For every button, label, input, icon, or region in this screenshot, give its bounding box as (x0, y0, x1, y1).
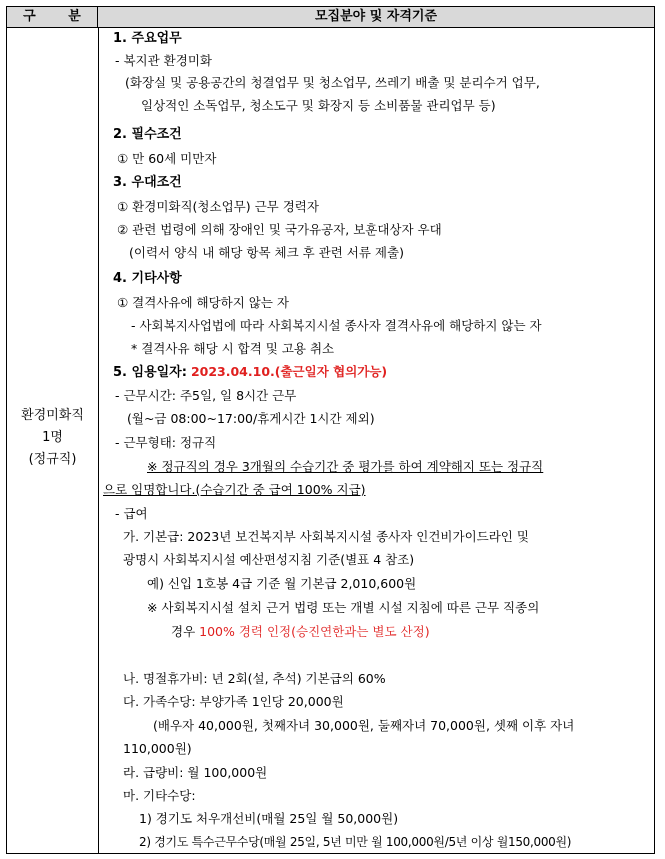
duties-detail-2: 일상적인 소독업무, 청소도구 및 화장지 등 소비품물 관리업무 등) (141, 98, 496, 113)
header-criteria: 모집분야 및 자격기준 (98, 7, 654, 28)
appointment-line (113, 363, 387, 382)
duties-item: - 복지관 환경미화 (115, 53, 212, 68)
other-sub-2: * 결격사유 해당 시 합격 및 고용 취소 (131, 341, 335, 356)
pay-career-2 (171, 623, 430, 641)
pay-family-1: 다. 가족수당: 부양가족 1인당 20,000원 (123, 694, 344, 709)
preferred-item-2: ② 관련 법령에 의해 장애인 및 국가유공자, 보훈대상자 우대 (117, 222, 442, 237)
other-item-1: ① 결격사유에 해당하지 않는 자 (117, 295, 290, 310)
preferred-note: (이력서 양식 내 해당 항목 체크 후 관련 서류 제출) (129, 245, 404, 260)
pay-other-1: 1) 경기도 처우개선비(매월 25일 월 50,000원) (139, 811, 399, 826)
section-other-heading: 4. 기타사항 (113, 271, 182, 286)
pay-meal: 라. 급량비: 월 100,000원 (123, 765, 268, 780)
required-item-1: ① 만 60세 미만자 (117, 151, 217, 166)
position-cell (7, 405, 98, 471)
pay-family-2: (배우자 40,000원, 첫째자녀 30,000원, 둘째자녀 70,000원, 셋째 이후 자녀 (153, 718, 575, 733)
other-sub-1: - 사회복지사업법에 따라 사회복지시설 종사자 결격사유에 해당하지 않는 자 (131, 318, 542, 333)
pay-family-3: 110,000원) (123, 741, 192, 756)
pay-career-highlight: 100% 경력 인정(승진연한과는 별도 산정) (199, 624, 430, 639)
section-required-heading: 2. 필수조건 (113, 127, 182, 142)
position-title: 환경미화직 (21, 408, 84, 423)
preferred-item-1: ① 환경미화직(청소업무) 근무 경력자 (117, 199, 319, 214)
pay-other: 마. 기타수당: (123, 788, 196, 803)
pay-career-1: ※ 사회복지시설 설치 근거 법령 또는 개별 시설 지침에 따른 근무 직종의 (147, 600, 540, 615)
criteria-cell (99, 28, 654, 853)
work-form-note-1: ※ 정규직의 경우 3개월의 수습기간 중 평가를 하여 계약해지 또는 정규직 (147, 459, 544, 474)
pay-base-2: 광명시 사회복지시설 예산편성지침 기준(별표 4 참조) (123, 552, 415, 567)
pay-other-2: 2) 경기도 특수근무수당(매월 25일, 5년 미만 월 100,000원/5년 이상 월150,000원) (139, 835, 572, 849)
pay-label: - 급여 (115, 506, 148, 521)
pay-base-1: 가. 기본급: 2023년 보건복지부 사회복지시설 종사자 인건비가이드라인 및 (123, 529, 529, 544)
section-preferred-heading: 3. 우대조건 (113, 175, 182, 190)
pay-holiday: 나. 명절휴가비: 년 2회(설, 추석) 기본급의 60% (123, 671, 386, 686)
work-hours-label: - 근무시간: 주5일, 일 8시간 근무 (115, 388, 297, 403)
position-type: (정규직) (28, 452, 77, 467)
appointment-date: 2023.04.10.(출근일자 협의가능) (190, 364, 388, 379)
work-form-note-2: 으로 임명합니다.(수습기간 중 급여 100% 지급) (103, 482, 366, 497)
pay-example: 예) 신입 1호봉 4급 기준 월 기본급 2,010,600원 (147, 576, 417, 591)
duties-detail-1: (화장실 및 공용공간의 청결업무 및 청소업무, 쓰레기 배출 및 분리수거 업무, (125, 75, 540, 90)
work-hours-detail: (월~금 08:00~17:00/휴게시간 1시간 제외) (127, 411, 375, 426)
section-appointment-heading: 5. 임용일자: (113, 365, 187, 380)
pay-career-prefix: 경우 (171, 624, 196, 639)
work-form-label: - 근무형태: 정규직 (115, 435, 217, 450)
position-count: 1명 (42, 430, 63, 445)
recruitment-table (6, 6, 655, 854)
section-duties-heading: 1. 주요업무 (113, 31, 182, 46)
header-category: 구 분 (7, 7, 98, 28)
